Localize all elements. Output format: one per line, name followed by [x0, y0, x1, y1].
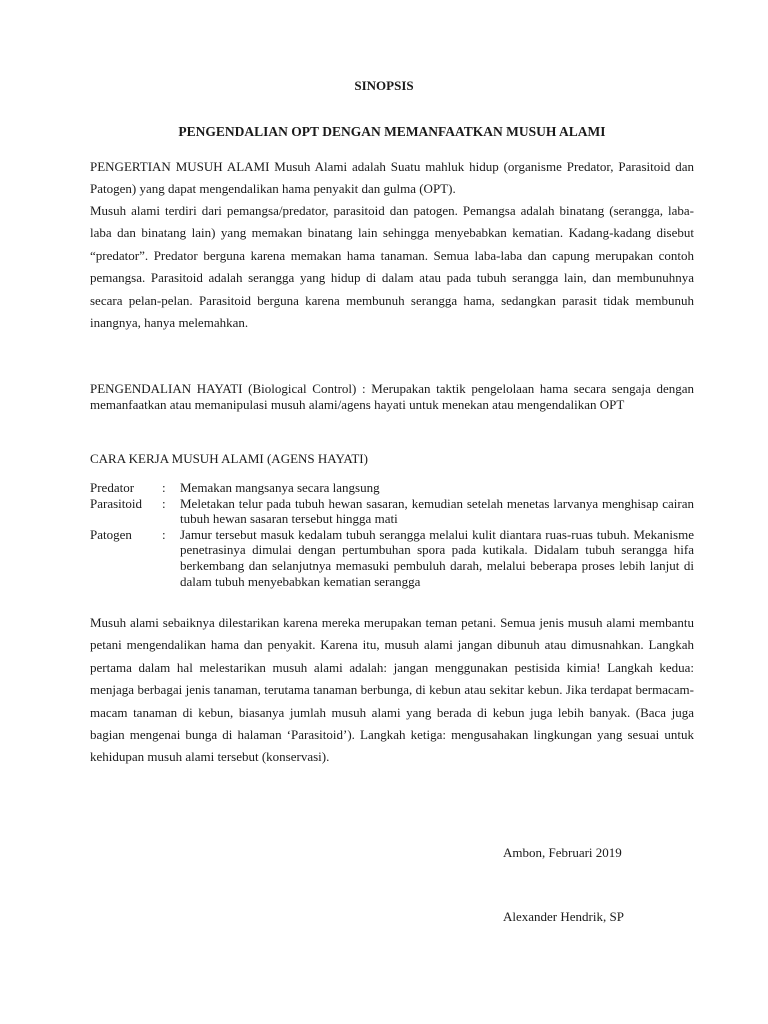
author-signature: Alexander Hendrik, SP	[503, 909, 624, 924]
definition-row	[90, 480, 694, 496]
definition-separator: :	[162, 526, 166, 542]
definition-term: Patogen	[90, 526, 132, 542]
definition-separator: :	[162, 495, 166, 511]
definition-description: Meletakan telur pada tubuh hewan sasaran, kemudian setelah menetas larvanya menghisap cairan tubuh hewan sasaran tersebut hingga mati	[180, 495, 694, 527]
definition-separator: :	[162, 480, 166, 495]
definition-description: Jamur tersebut masuk kedalam tubuh serangga melalui kulit diantara ruas-ruas tubuh. Mekanisme penetrasinya dimulai dengan pertumbuhan spora pada kutikala. Didalam tubuh serangga hifa berkembang dan selanjutnya memasuki pembuluh darah, melalui beberapa proses lebih lanjut di dalam tubuh menyebabkan kematian serangga	[180, 526, 694, 589]
definition-row	[90, 527, 694, 589]
paragraph-natural-enemies: Musuh alami terdiri dari pemangsa/predator, parasitoid dan patogen. Pemangsa adalah binatang (serangga, laba-laba dan binatang lain) yang memakan binatang lain sehingga menyebabkan kematian. Kadang-kadang disebut “predator”. Predator berguna karena memakan hama tanaman. Semua laba-laba dan capung merupakan contoh pemangsa. Parasitoid adalah serangga yang hidup di dalam atau pada tubuh serangga lain, dan membunuhnya secara pelan-pelan. Parasitoid berguna karena membunuh serangga hama, sedangkan parasit tidak membunuh inangnya, hanya melemahkan.	[90, 203, 694, 331]
paragraph-definition: PENGERTIAN MUSUH ALAMI Musuh Alami adalah Suatu mahluk hidup (organisme Predator, Parasitoid dan Patogen) yang dapat mengendalikan hama penyakit dan gulma (OPT).	[90, 159, 694, 197]
definition-row	[90, 496, 694, 527]
definition-list	[90, 480, 694, 589]
definition-description: Memakan mangsanya secara langsung	[180, 480, 380, 495]
place-date: Ambon, Februari 2019	[503, 845, 622, 860]
definition-term: Predator	[90, 480, 135, 495]
paragraph-conservation: Musuh alami sebaiknya dilestarikan karena mereka merupakan teman petani. Semua jenis musuh alami membantu petani mengendalikan hama dan penyakit. Karena itu, musuh alami jangan dibunuh atau dimusnahkan. Langkah pertama dalam hal melestarikan musuh alami adalah: jangan menggunakan pestisida kimia! Langkah kedua: menjaga berbagai jenis tanaman, terutama tanaman berbunga, di kebun atau sekitar kebun. Jika terdapat bermacam- macam tanaman di kebun, biasanya jumlah musuh alami yang berada di kebun juga lebih banyak. (Baca juga bagian mengenai bunga di halaman ‘Parasitoid’). Langkah ketiga: mengusahakan lingkungan yang sesuai untuk kehidupan musuh alami tersebut (konservasi).	[90, 615, 694, 765]
document-subtitle: PENGENDALIAN OPT DENGAN MEMANFAATKAN MUSUH ALAMI	[178, 124, 606, 139]
document-title: SINOPSIS	[354, 78, 414, 93]
paragraph-biological-control: PENGENDALIAN HAYATI (Biological Control) : Merupakan taktik pengelolaan hama secara sengaja dengan memanfaatkan atau memanipulasi musuh alami/agens hayati untuk menekan atau mengendalikan OPT	[90, 381, 694, 412]
section-heading: CARA KERJA MUSUH ALAMI (AGENS HAYATI)	[90, 451, 368, 466]
definition-term: Parasitoid	[90, 495, 142, 511]
